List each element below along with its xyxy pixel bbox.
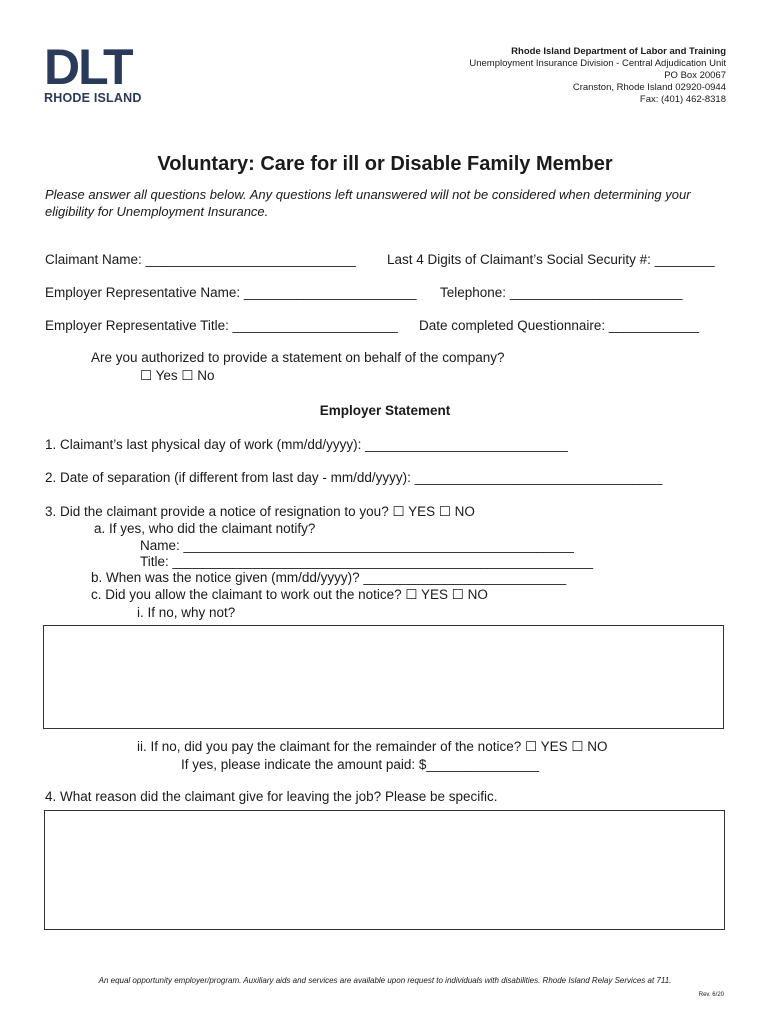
why-not-textarea[interactable] [43, 625, 724, 729]
question-3a: a. If yes, who did the claimant notify? [94, 521, 316, 536]
question-1[interactable]: 1. Claimant’s last physical day of work (mm/dd/yyyy): ___________________________ [45, 437, 568, 452]
agency-address [469, 46, 726, 106]
ssn-field[interactable]: Last 4 Digits of Claimant’s Social Security #: ________ [387, 252, 715, 267]
employer-rep-title-field[interactable]: Employer Representative Title: ______________________ [45, 318, 398, 333]
claimant-name-field[interactable]: Claimant Name: ____________________________ [45, 252, 356, 267]
form-title: Voluntary: Care for ill or Disable Family Member [157, 153, 613, 175]
division-name: Unemployment Insurance Division - Central Adjudication Unit [469, 58, 726, 69]
question-2[interactable]: 2. Date of separation (if different from last day - mm/dd/yyyy): _________________________________ [45, 470, 663, 485]
authorized-question: Are you authorized to provide a statement on behalf of the company? [91, 350, 505, 365]
question-3c-ii[interactable]: ii. If no, did you pay the claimant for the remainder of the notice? ☐ YES ☐ NO [137, 739, 608, 754]
form-instructions: Please answer all questions below. Any questions left unanswered will not be considered when determining your eligibility for Unemployment Insurance. [45, 187, 691, 219]
question-3b[interactable]: b. When was the notice given (mm/dd/yyyy)? ___________________________ [91, 570, 567, 585]
revision-date: Rev. 6/20 [698, 992, 724, 998]
notified-name-field[interactable]: Name: ____________________________________________________ [140, 538, 574, 553]
telephone-field[interactable]: Telephone: _______________________ [440, 285, 683, 300]
equal-opportunity-notice: An equal opportunity employer/program. Auxiliary aids and services are available upon request to individuals with disabilities. Rhode Island Relay Services at 711. [98, 976, 672, 985]
authorized-checkboxes[interactable]: ☐ Yes ☐ No [140, 368, 215, 383]
po-box: PO Box 20067 [664, 70, 726, 81]
city-state-zip: Cranston, Rhode Island 02920-0944 [572, 82, 726, 93]
logo-subtitle: RHODE ISLAND [44, 91, 142, 105]
question-3c[interactable]: c. Did you allow the claimant to work out the notice? ☐ YES ☐ NO [91, 587, 488, 602]
employer-rep-name-field[interactable]: Employer Representative Name: _______________________ [45, 285, 417, 300]
amount-paid-field[interactable]: If yes, please indicate the amount paid: $_______________ [181, 757, 540, 772]
question-3[interactable]: 3. Did the claimant provide a notice of resignation to you? ☐ YES ☐ NO [45, 504, 475, 519]
agency-name: Rhode Island Department of Labor and Training [511, 46, 726, 57]
question-3c-i: i. If no, why not? [137, 605, 236, 620]
date-completed-field[interactable]: Date completed Questionnaire: ____________ [419, 318, 699, 333]
question-4: 4. What reason did the claimant give for leaving the job? Please be specific. [45, 789, 498, 804]
notified-title-field[interactable]: Title: ________________________________________________________ [140, 554, 593, 569]
fax-number: Fax: (401) 462-8318 [639, 94, 726, 105]
employer-statement-heading: Employer Statement [319, 403, 451, 418]
reason-textarea[interactable] [44, 810, 725, 930]
dlt-logo [44, 39, 142, 106]
logo-wordmark: DLT [44, 39, 132, 95]
